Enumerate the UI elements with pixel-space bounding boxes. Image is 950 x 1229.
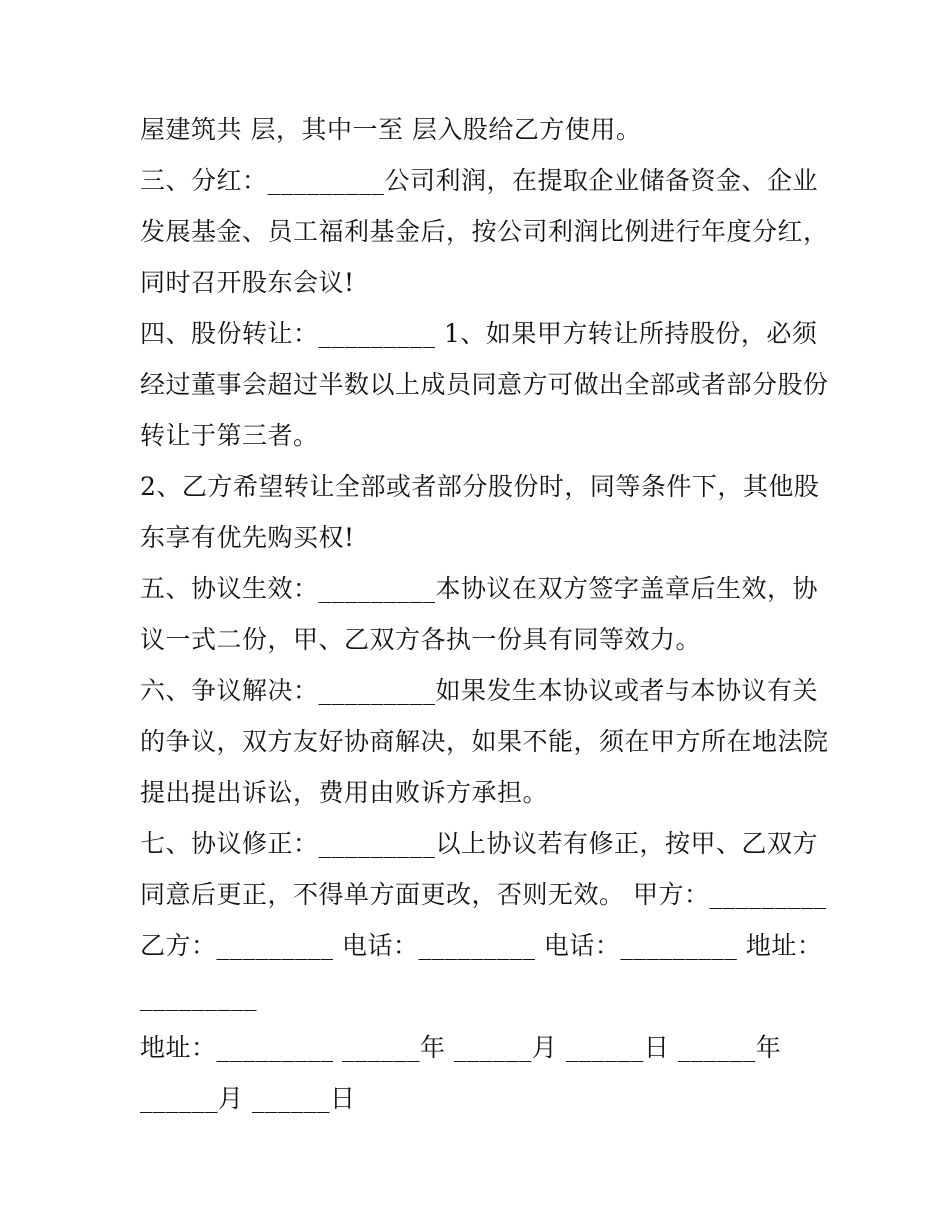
text-line: 六、争议解决：_________如果发生本协议或者与本协议有关 bbox=[140, 676, 819, 705]
text-line: 三、分红：_________公司利润，在提取企业储备资金、企业 bbox=[140, 166, 819, 195]
text-line: 发展基金、员工福利基金后，按公司利润比例进行年度分红， bbox=[140, 217, 829, 246]
text-line: 议一式二份，甲、乙双方各执一份具有同等效力。 bbox=[140, 625, 702, 654]
text-line: ______月 ______日 bbox=[140, 1084, 356, 1113]
text-line: 2、乙方希望转让全部或者部分股份时，同等条件下，其他股 bbox=[140, 472, 820, 501]
agreement-text bbox=[140, 104, 829, 1124]
text-line: 转让于第三者。 bbox=[140, 421, 319, 450]
text-line: 屋建筑共 层，其中一至 层入股给乙方使用。 bbox=[140, 115, 642, 144]
text-line: _________ bbox=[140, 982, 257, 1011]
text-line: 四、股份转让：_________ 1、如果甲方转让所持股份，必须 bbox=[140, 319, 818, 348]
text-line: 七、协议修正：_________以上协议若有修正，按甲、乙双方 bbox=[140, 829, 819, 858]
text-line: 地址：_________ ______年 ______月 ______日 ______年 bbox=[140, 1033, 782, 1062]
text-line: 乙方：_________ 电话：_________ 电话：_________ 地址： bbox=[140, 931, 823, 960]
text-line: 东享有优先购买权! bbox=[140, 523, 355, 552]
text-line: 五、协议生效：_________本协议在双方签字盖章后生效，协 bbox=[140, 574, 819, 603]
text-line: 同意后更正，不得单方面更改，否则无效。 甲方：_________ bbox=[140, 880, 827, 909]
text-line: 的争议，双方友好协商解决，如果不能，须在甲方所在地法院 bbox=[140, 727, 829, 756]
text-line: 提出提出诉讼，费用由败诉方承担。 bbox=[140, 778, 549, 807]
text-line: 同时召开股东会议! bbox=[140, 268, 355, 297]
text-line: 经过董事会超过半数以上成员同意方可做出全部或者部分股份 bbox=[140, 370, 829, 399]
